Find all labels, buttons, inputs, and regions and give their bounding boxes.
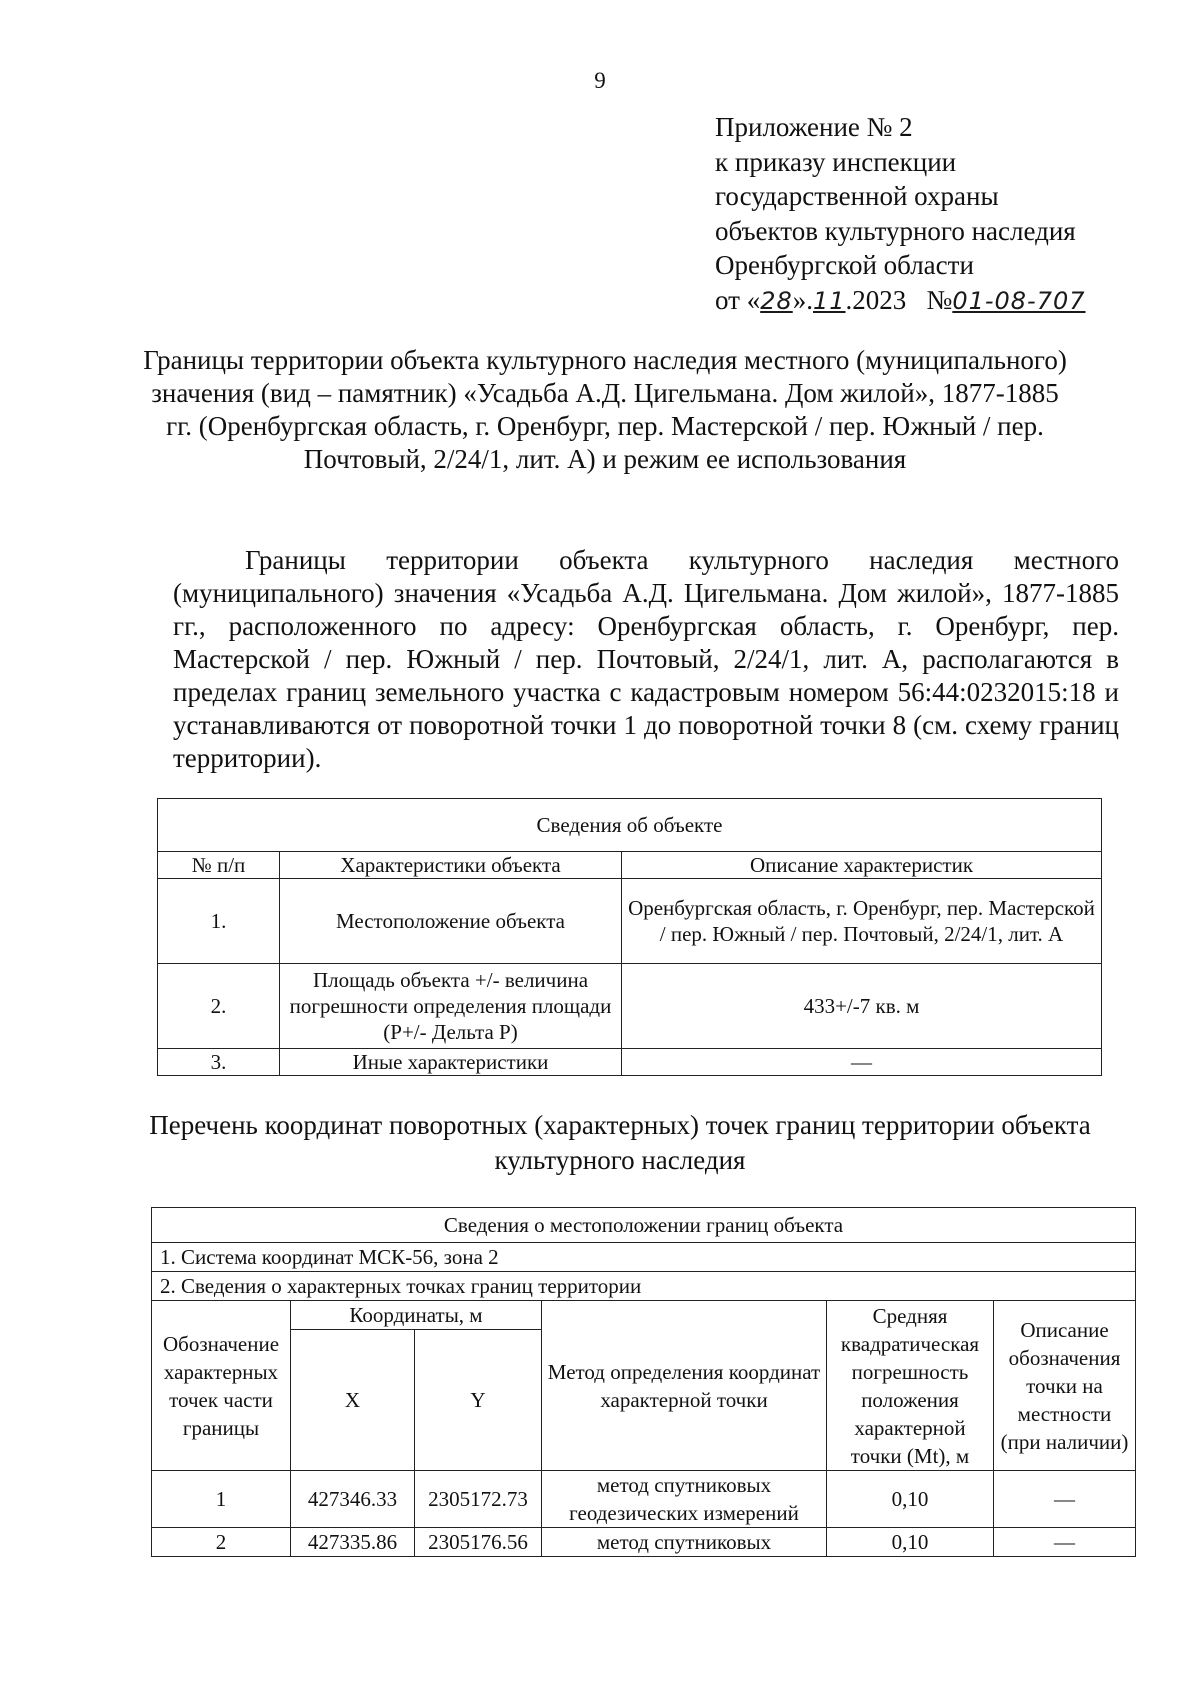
row-characteristic: Иные характеристики xyxy=(280,1049,622,1076)
cell-description: — xyxy=(994,1528,1136,1557)
handwritten-day: 28 xyxy=(760,286,793,315)
row-description: — xyxy=(622,1049,1102,1076)
header-description: Описание характеристик xyxy=(622,852,1102,879)
table-row xyxy=(158,1049,1102,1076)
order-date-line xyxy=(715,283,1175,319)
row-number: 3. xyxy=(158,1049,280,1076)
cell-error: 0,10 xyxy=(827,1471,994,1528)
appendix-line: государственной охраны xyxy=(715,181,999,211)
table-caption: Сведения об объекте xyxy=(158,799,1102,852)
number-prefix: № xyxy=(926,284,953,315)
cell-y: 2305172.73 xyxy=(415,1471,542,1528)
table-row xyxy=(152,1471,1136,1528)
row-description: 433+/-7 кв. м xyxy=(622,964,1102,1049)
row-characteristic: Местоположение объекта xyxy=(280,879,622,964)
row-number: 1. xyxy=(158,879,280,964)
table-row xyxy=(158,964,1102,1049)
header-x: X xyxy=(291,1330,415,1471)
appendix-block xyxy=(715,110,1175,318)
cell-point: 1 xyxy=(152,1471,291,1528)
handwritten-month: 11 xyxy=(813,286,846,315)
appendix-line: Приложение № 2 xyxy=(715,112,913,142)
document-title: Границы территории объекта культурного наследия местного (муниципального) значения (вид – памятник) «Усадьба А.Д. Цигельмана. Дом жилой», 1877-1885 гг. (Оренбургская область, г. Оренбург, пер. Мастерской / пер. Южный / пер. Почтовый, 2/24/1, лит. А) и режим ее использования xyxy=(143,345,1067,474)
handwritten-order-number: 01-08-707 xyxy=(952,286,1086,315)
header-error: Средняя квадратическая погрешность положения характерной точки (Mt), м xyxy=(827,1301,994,1471)
row-description: Оренбургская область, г. Оренбург, пер. Мастерской / пер. Южный / пер. Почтовый, 2/24/1, лит. А xyxy=(622,879,1102,964)
table-row xyxy=(158,879,1102,964)
header-characteristic: Характеристики объекта xyxy=(280,852,622,879)
cell-description: — xyxy=(994,1471,1136,1528)
cell-y: 2305176.56 xyxy=(415,1528,542,1557)
cell-error: 0,10 xyxy=(827,1528,994,1557)
coordinate-system: 1. Система координат МСК-56, зона 2 xyxy=(152,1243,1136,1272)
date-prefix: от « xyxy=(715,284,761,315)
header-point-description: Описание обозначения точки на местности (при наличии) xyxy=(994,1301,1136,1471)
table-caption: Сведения о местоположении границ объекта xyxy=(152,1208,1136,1243)
coordinates-table xyxy=(151,1207,1136,1557)
header-number: № п/п xyxy=(158,852,280,879)
page-number: 9 xyxy=(594,68,606,93)
points-info: 2. Сведения о характерных точках границ территории xyxy=(152,1272,1136,1301)
date-mid: ». xyxy=(792,284,813,315)
cell-method: метод спутниковых геодезических измерений xyxy=(542,1471,827,1528)
row-number: 2. xyxy=(158,964,280,1049)
object-info-table xyxy=(157,798,1102,1076)
appendix-line: объектов культурного наследия xyxy=(715,215,1076,246)
cell-method: метод спутниковых xyxy=(542,1528,827,1557)
cell-x: 427346.33 xyxy=(291,1471,415,1528)
row-characteristic: Площадь объекта +/- величина погрешности определения площади (Р+/- Дельта Р) xyxy=(280,964,622,1049)
cell-x: 427335.86 xyxy=(291,1528,415,1557)
table-row xyxy=(152,1528,1136,1557)
header-coordinates: Координаты, м xyxy=(291,1301,542,1330)
header-y: Y xyxy=(415,1330,542,1471)
coordinates-heading: Перечень координат поворотных (характерных) точек границ территории объекта культурного наследия xyxy=(149,1110,1091,1175)
body-paragraph: Границы территории объекта культурного наследия местного (муниципального) значения «Усадьба А.Д. Цигельмана. Дом жилой», 1877-1885 гг., расположенного по адресу: Оренбургская область, г. Оренбург, пер. Мастерской / пер. Южный / пер. Почтовый, 2/24/1, лит. А, располагаются в пределах границ земельного участка с кадастровым номером 56:44:0232015:18 и устанавливаются от поворотной точки 1 до поворотной точки 8 (см. схему границ территории). xyxy=(173,545,1119,773)
appendix-line: Оренбургской области xyxy=(715,250,974,280)
cell-point: 2 xyxy=(152,1528,291,1557)
date-year: .2023 xyxy=(845,284,907,315)
appendix-line: к приказу инспекции xyxy=(715,146,957,177)
header-designation: Обозначение характерных точек части границы xyxy=(152,1301,291,1471)
header-method: Метод определения координат характерной точки xyxy=(542,1301,827,1471)
